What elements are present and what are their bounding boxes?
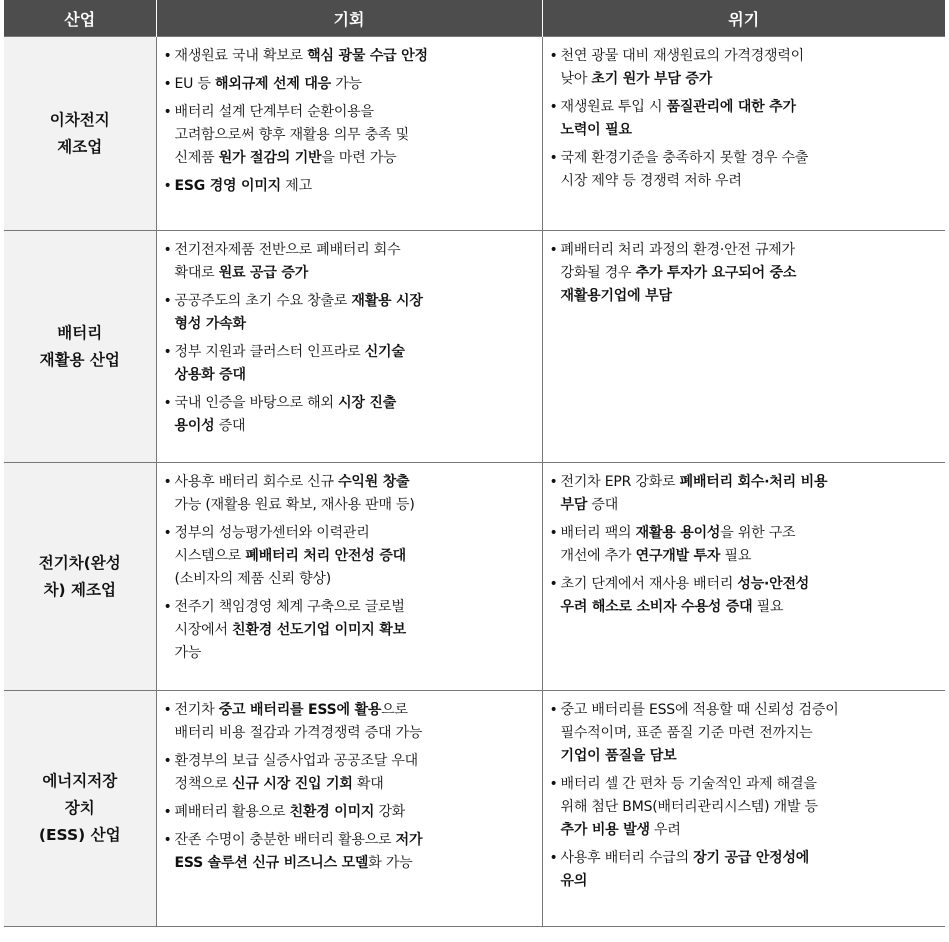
emphasis-text: 시장 진출 [338, 395, 397, 411]
industry-label-line: 제조업 [57, 137, 103, 156]
opportunity-list [158, 692, 541, 881]
industry-label-line: 장치 [64, 799, 95, 817]
body-text: (소비자의 제품 신뢰 향상) [174, 571, 332, 587]
body-text: 시장에서 [174, 622, 233, 638]
opportunity-item [162, 341, 533, 387]
opportunity-item [162, 101, 533, 170]
industry-label-line: 차) 제조업 [43, 580, 116, 599]
table-row [4, 691, 945, 927]
header-opportunity: 기회 [156, 0, 542, 37]
body-text: 시스템으로 [174, 548, 246, 564]
emphasis-text: 재활용 용이성 [635, 525, 721, 541]
body-text: 필요 [720, 548, 752, 564]
industry-label-line: 배터리 [57, 323, 103, 342]
industry-label-line: 이차전지 [49, 110, 110, 129]
industry-label-line: 에너지저장 [42, 772, 118, 790]
header-industry: 산업 [4, 0, 156, 37]
body-text: 천연 광물 대비 재생원료의 가격경쟁력이 [560, 48, 805, 64]
industry-cell [4, 37, 156, 231]
emphasis-text: 성능·안전성 [737, 576, 810, 592]
body-text: 확대 [352, 776, 384, 792]
industry-label-line: (ESS) 산업 [38, 826, 121, 844]
opportunity-list [158, 232, 541, 444]
emphasis-text: 신기술 [364, 344, 405, 360]
body-text: 을 위한 구조 [720, 525, 796, 541]
emphasis-text: 신규 시장 진입 기회 [232, 776, 353, 792]
crisis-item [548, 522, 937, 568]
body-text: EU 등 [174, 76, 216, 92]
body-text: 확대로 [174, 265, 219, 281]
body-text: 제고 [281, 178, 312, 194]
emphasis-text: 초기 원가 부담 증가 [591, 71, 713, 87]
emphasis-text: 친환경 이미지 [289, 804, 375, 820]
body-text: 재생원료 투입 시 [560, 99, 667, 115]
emphasis-text: 품질관리에 대한 추가 [666, 99, 796, 115]
body-text: 증대 [214, 418, 246, 434]
body-text: 고려함으로써 향후 재활용 의무 충족 및 [174, 127, 409, 143]
opportunity-list [158, 464, 541, 671]
body-text: 중고 배터리를 ESS에 적용할 때 신뢰성 검증이 [560, 702, 839, 718]
body-text: 전기차 EPR 강화로 [560, 474, 680, 490]
body-text: 사용후 배터리 수급의 [560, 850, 694, 866]
body-text: 강화될 경우 [560, 265, 636, 281]
crisis-item [548, 847, 937, 893]
crisis-cell [542, 463, 945, 691]
body-text: 가능 (재활용 원료 확보, 재사용 판매 등) [174, 497, 415, 513]
emphasis-text: 노력이 필요 [560, 122, 632, 138]
body-text: 정부의 성능평가센터와 이력관리 [174, 525, 370, 541]
body-text: 공공주도의 초기 수요 창출로 [174, 293, 352, 309]
crisis-list [544, 38, 945, 199]
opportunity-item [162, 829, 533, 875]
crisis-list [544, 232, 945, 314]
header-row [4, 0, 945, 37]
body-text: 전기전자제품 전반으로 폐배터리 회수 [174, 242, 401, 258]
body-text: 개선에 추가 [560, 548, 636, 564]
emphasis-text: 우려 해소로 소비자 수용성 증대 [560, 599, 753, 615]
body-text: 위해 첨단 BMS(배터리관리시스템) 개발 등 [560, 799, 818, 815]
emphasis-text: 친환경 선도기업 이미지 확보 [232, 622, 406, 638]
body-text: 국제 환경기준을 충족하지 못할 경우 수출 [560, 150, 809, 166]
crisis-item [548, 45, 937, 91]
crisis-list [544, 464, 945, 625]
emphasis-text: 원료 공급 증가 [218, 265, 309, 281]
emphasis-text: 원가 절감의 기반 [218, 150, 322, 166]
industry-cell [4, 691, 156, 927]
body-text: 을 마련 가능 [321, 150, 397, 166]
body-text: 재생원료 국내 확보로 [174, 48, 308, 64]
emphasis-text: 상용화 증대 [174, 367, 246, 383]
emphasis-text: 형성 가속화 [174, 316, 246, 332]
body-text: 전기차 [174, 702, 219, 718]
emphasis-text: 기업이 품질을 담보 [560, 748, 677, 764]
body-text: 화 가능 [368, 855, 413, 871]
opportunity-item [162, 522, 533, 591]
opportunity-cell [156, 37, 542, 231]
industry-cell [4, 463, 156, 691]
table-row [4, 463, 945, 691]
emphasis-text: 수익원 창출 [338, 474, 410, 490]
body-text: 배터리 셀 간 편차 등 기술적인 과제 해결을 [560, 776, 817, 792]
body-text: 배터리 비용 절감과 가격경쟁력 증대 가능 [174, 725, 423, 741]
opportunity-item [162, 290, 533, 336]
crisis-cell [542, 231, 945, 463]
header-crisis: 위기 [542, 0, 945, 37]
body-text: 강화 [374, 804, 406, 820]
body-text: 우려 [649, 822, 681, 838]
emphasis-text: 추가 비용 발생 [560, 822, 650, 838]
body-text: 초기 단계에서 재사용 배터리 [560, 576, 738, 592]
body-text: 정책으로 [174, 776, 233, 792]
emphasis-text: 중고 배터리를 ESS에 활용 [218, 702, 382, 718]
emphasis-text: 재활용기업에 부담 [560, 288, 672, 304]
industry-label-line: 전기차(완성 [38, 553, 121, 572]
opportunity-item [162, 471, 533, 517]
body-text: 가능 [330, 76, 362, 92]
emphasis-text: 폐배터리 처리 안전성 증대 [245, 548, 406, 564]
body-text: 가능 [174, 645, 202, 661]
opportunity-list [158, 38, 541, 204]
crisis-item [548, 773, 937, 842]
emphasis-text: 유의 [560, 873, 588, 889]
crisis-item [548, 239, 937, 308]
table-row [4, 231, 945, 463]
opportunity-item [162, 175, 533, 198]
body-text: 환경부의 보급 실증사업과 공공조달 우대 [174, 753, 419, 769]
body-text: 필수적이며, 표준 품질 기준 마련 전까지는 [560, 725, 813, 741]
body-text: 으로 [381, 702, 408, 718]
body-text: 국내 인증을 바탕으로 해외 [174, 395, 339, 411]
opportunity-item [162, 45, 533, 68]
body-text: 전주기 책임경영 체계 구축으로 글로벌 [174, 599, 405, 615]
crisis-item [548, 573, 937, 619]
opportunity-crisis-table [4, 0, 945, 927]
emphasis-text: 재활용 시장 [351, 293, 423, 309]
body-text: 폐배터리 처리 과정의 환경·안전 규제가 [560, 242, 795, 258]
body-text: 정부 지원과 클러스터 인프라로 [174, 344, 365, 360]
body-text: 잔존 수명이 충분한 배터리 활용으로 [174, 832, 396, 848]
emphasis-text: 연구개발 투자 [635, 548, 721, 564]
crisis-list [544, 692, 945, 899]
body-text: 배터리 설계 단계부터 순환이용을 [174, 104, 374, 120]
body-text: 필요 [752, 599, 784, 615]
opportunity-item [162, 73, 533, 96]
emphasis-text: 폐배터리 회수·처리 비용 [679, 474, 828, 490]
opportunity-cell [156, 463, 542, 691]
opportunity-item [162, 801, 533, 824]
table-row [4, 37, 945, 231]
crisis-item [548, 147, 937, 193]
body-text: 신제품 [174, 150, 219, 166]
opportunity-item [162, 392, 533, 438]
opportunity-item [162, 699, 533, 745]
opportunity-item [162, 596, 533, 665]
crisis-cell [542, 37, 945, 231]
emphasis-text: 추가 투자가 요구되어 중소 [635, 265, 797, 281]
body-text: 낮아 [560, 71, 592, 87]
body-text: 시장 제약 등 경쟁력 저하 우려 [560, 173, 742, 189]
industry-label-line: 재활용 산업 [39, 350, 120, 369]
emphasis-text: 용이성 [174, 418, 215, 434]
crisis-item [548, 96, 937, 142]
emphasis-text: 해외규제 선제 대응 [215, 76, 331, 92]
opportunity-item [162, 239, 533, 285]
opportunity-cell [156, 231, 542, 463]
body-text: 증대 [587, 497, 619, 513]
emphasis-text: ESS 솔루션 신규 비즈니스 모델 [174, 855, 369, 871]
emphasis-text: ESG 경영 이미지 [174, 178, 282, 194]
crisis-cell [542, 691, 945, 927]
emphasis-text: 부담 [560, 497, 588, 513]
emphasis-text: 핵심 광물 수급 안정 [307, 48, 428, 64]
crisis-item [548, 471, 937, 517]
body-text: 폐배터리 활용으로 [174, 804, 290, 820]
body-text: 배터리 팩의 [560, 525, 636, 541]
body-text: 사용후 배터리 회수로 신규 [174, 474, 339, 490]
opportunity-cell [156, 691, 542, 927]
crisis-item [548, 699, 937, 768]
emphasis-text: 저가 [395, 832, 423, 848]
industry-cell [4, 231, 156, 463]
opportunity-item [162, 750, 533, 796]
emphasis-text: 장기 공급 안정성에 [693, 850, 810, 866]
